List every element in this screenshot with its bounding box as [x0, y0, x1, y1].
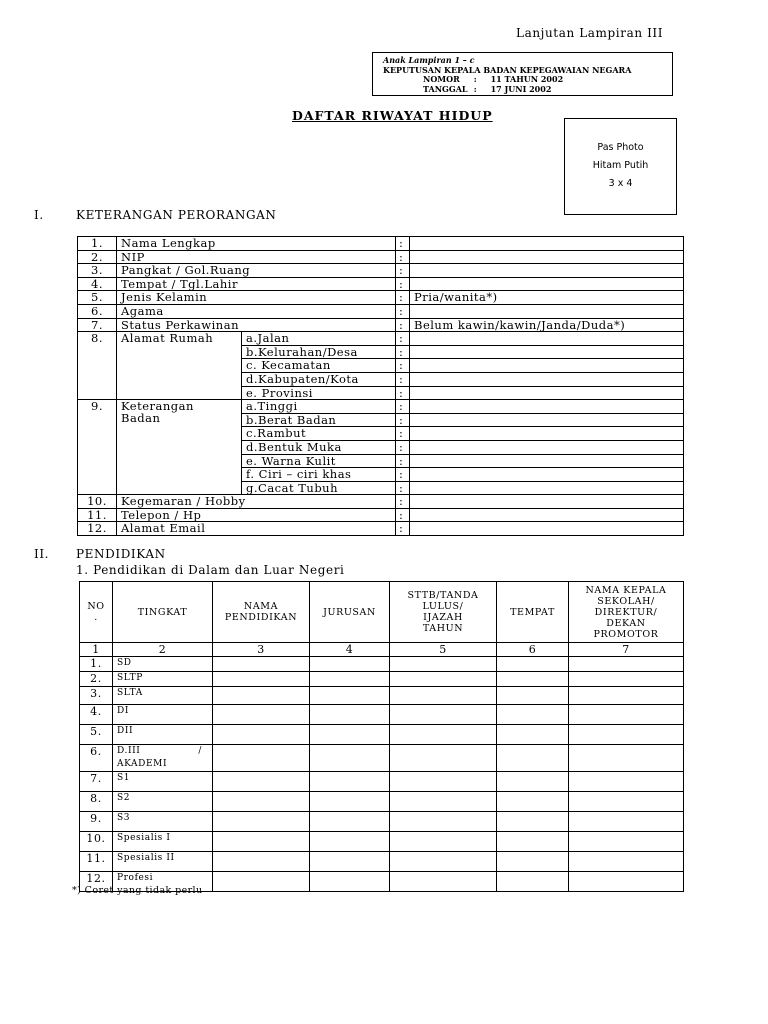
row-value[interactable]	[410, 359, 684, 373]
cell-tempat[interactable]	[497, 705, 569, 725]
anak-lampiran-box	[372, 52, 673, 96]
header-kepala-line-2: SEKOLAH/	[597, 595, 655, 607]
cell-kepala[interactable]	[569, 672, 684, 687]
row-label: NIP	[117, 250, 396, 264]
header-jurusan: JURUSAN	[310, 582, 390, 643]
table-row	[80, 852, 684, 872]
row-value[interactable]	[410, 400, 684, 414]
row-colon: :	[396, 291, 410, 305]
cell-jurusan[interactable]	[310, 772, 390, 792]
header-sttb-line-4: TAHUN	[422, 623, 464, 634]
row-tingkat: DII	[113, 725, 213, 745]
cell-tempat[interactable]	[497, 745, 569, 772]
sub-label: f. Ciri – ciri khas	[242, 468, 396, 482]
row-colon: :	[396, 318, 410, 332]
cell-tempat[interactable]	[497, 725, 569, 745]
row-label: Tempat / Tgl.Lahir	[117, 277, 396, 291]
header-kepala-line-1: NAMA KEPALA	[585, 584, 667, 596]
table-row	[78, 237, 684, 251]
row-label-line-1: Keterangan	[121, 399, 194, 414]
cell-jurusan[interactable]	[310, 812, 390, 832]
row-value[interactable]: Belum kawin/kawin/Janda/Duda*)	[410, 318, 684, 332]
table-row	[78, 332, 684, 346]
cell-jurusan[interactable]	[310, 792, 390, 812]
cell-kepala[interactable]	[569, 812, 684, 832]
column-number: 1	[80, 643, 113, 657]
row-colon: :	[396, 522, 410, 536]
row-number: 7.	[80, 772, 113, 792]
header-no-text: NO	[87, 601, 105, 612]
cell-nama[interactable]	[213, 687, 310, 705]
cell-sttb[interactable]	[390, 812, 497, 832]
photo-line-3: 3 x 4	[608, 178, 633, 189]
photo-line-2: Hitam Putih	[592, 160, 649, 171]
cell-jurusan[interactable]	[310, 745, 390, 772]
cell-kepala[interactable]	[569, 657, 684, 672]
table-row	[78, 264, 684, 278]
cell-kepala[interactable]	[569, 792, 684, 812]
row-colon: :	[396, 454, 410, 468]
table-row	[78, 522, 684, 536]
sub-label: e. Warna Kulit	[242, 454, 396, 468]
table-row	[78, 400, 684, 414]
row-number: 8.	[80, 792, 113, 812]
row-tingkat-text: D.III	[117, 746, 141, 756]
row-tingkat: S2	[113, 792, 213, 812]
row-value[interactable]	[410, 440, 684, 454]
cell-jurusan[interactable]	[310, 872, 390, 892]
row-colon: :	[396, 237, 410, 251]
row-number: 5.	[78, 291, 117, 305]
row-number: 1.	[80, 657, 113, 672]
cell-jurusan[interactable]	[310, 832, 390, 852]
sub-label: d.Bentuk Muka	[242, 440, 396, 454]
table-row	[80, 812, 684, 832]
cell-nama[interactable]	[213, 745, 310, 772]
column-number: 3	[213, 643, 310, 657]
nomor-label: NOMOR	[423, 74, 460, 84]
lanjutan-lampiran: Lanjutan Lampiran III	[516, 26, 664, 40]
row-label	[117, 400, 242, 495]
row-value[interactable]	[410, 481, 684, 495]
nomor-colon: :	[473, 74, 477, 84]
cell-sttb[interactable]	[390, 872, 497, 892]
cell-sttb[interactable]	[390, 792, 497, 812]
cell-sttb[interactable]	[390, 687, 497, 705]
cell-sttb[interactable]	[390, 745, 497, 772]
section-1-heading	[34, 208, 277, 222]
row-number: 4.	[78, 277, 117, 291]
row-label: Jenis Kelamin	[117, 291, 396, 305]
cell-nama[interactable]	[213, 657, 310, 672]
section-1-number: I.	[34, 208, 44, 222]
row-colon: :	[396, 264, 410, 278]
row-number: 2.	[78, 250, 117, 264]
cell-nama[interactable]	[213, 812, 310, 832]
row-number: 10.	[80, 832, 113, 852]
row-colon: :	[396, 304, 410, 318]
footnote: *) Coret yang tidak perlu	[72, 885, 203, 896]
table-row	[80, 725, 684, 745]
cell-kepala[interactable]	[569, 705, 684, 725]
row-label: Agama	[117, 304, 396, 318]
cell-kepala[interactable]	[569, 772, 684, 792]
cell-nama[interactable]	[213, 772, 310, 792]
row-tingkat	[113, 745, 213, 772]
row-tingkat: SLTA	[113, 687, 213, 705]
row-colon: :	[396, 440, 410, 454]
header-tempat: TEMPAT	[497, 582, 569, 643]
cell-tempat[interactable]	[497, 657, 569, 672]
cell-kepala[interactable]	[569, 687, 684, 705]
cell-nama[interactable]	[213, 672, 310, 687]
sub-label: a.Tinggi	[242, 400, 396, 414]
header-sttb-line-3: IJAZAH	[423, 612, 463, 623]
row-label: Status Perkawinan	[117, 318, 396, 332]
cell-sttb[interactable]	[390, 672, 497, 687]
cell-tempat[interactable]	[497, 687, 569, 705]
row-label: Pangkat / Gol.Ruang	[117, 264, 396, 278]
cell-sttb[interactable]	[390, 772, 497, 792]
row-value[interactable]	[410, 386, 684, 400]
cell-jurusan[interactable]	[310, 852, 390, 872]
header-kepala-line-3: DIREKTUR/	[594, 606, 658, 618]
row-value[interactable]: Pria/wanita*)	[410, 291, 684, 305]
row-tingkat: S1	[113, 772, 213, 792]
row-number: 4.	[80, 705, 113, 725]
document-title: DAFTAR RIWAYAT HIDUP	[292, 108, 493, 123]
anak-lampiran-title: Anak Lampiran 1 – c	[383, 55, 475, 65]
row-number: 5.	[80, 725, 113, 745]
cell-jurusan[interactable]	[310, 657, 390, 672]
section-1-title: KETERANGAN PERORANGAN	[76, 208, 277, 222]
header-sttb-line-1: STTB/TANDA	[407, 590, 479, 601]
cell-nama[interactable]	[213, 832, 310, 852]
column-number: 4	[310, 643, 390, 657]
header-tingkat: TINGKAT	[113, 582, 213, 643]
row-tingkat: S3	[113, 812, 213, 832]
row-tingkat-line-2: AKADEMI	[117, 759, 168, 769]
row-colon: :	[396, 250, 410, 264]
row-number: 11.	[80, 852, 113, 872]
personal-info-table	[77, 236, 684, 536]
row-label: Alamat Rumah	[117, 332, 242, 400]
header-kepala-line-4: DEKAN	[606, 617, 646, 629]
column-number-row	[80, 643, 684, 657]
section-2-heading	[34, 547, 166, 561]
cell-nama[interactable]	[213, 872, 310, 892]
cell-tempat[interactable]	[497, 852, 569, 872]
section-2-number: II.	[34, 547, 50, 561]
sub-label: g.Cacat Tubuh	[242, 481, 396, 495]
sub-label: a.Jalan	[242, 332, 396, 346]
row-value[interactable]	[410, 304, 684, 318]
row-colon: :	[396, 481, 410, 495]
row-number: 9.	[80, 812, 113, 832]
row-number: 6.	[80, 745, 113, 772]
row-label: Telepon / Hp	[117, 508, 396, 522]
cell-nama[interactable]	[213, 725, 310, 745]
row-label: Kegemaran / Hobby	[117, 495, 396, 509]
row-value[interactable]	[410, 345, 684, 359]
row-number: 9.	[78, 400, 117, 495]
row-value[interactable]	[410, 372, 684, 386]
tanggal-colon: :	[473, 83, 477, 94]
table-row	[80, 705, 684, 725]
row-colon: :	[396, 386, 410, 400]
education-table	[79, 581, 684, 892]
column-number: 6	[497, 643, 569, 657]
sub-label: d.Kabupaten/Kota	[242, 372, 396, 386]
cell-tempat[interactable]	[497, 812, 569, 832]
table-row	[78, 277, 684, 291]
row-number: 1.	[78, 237, 117, 251]
cell-jurusan[interactable]	[310, 705, 390, 725]
header-sttb-line-2: LULUS/	[422, 601, 464, 612]
row-label-line-2: Badan	[121, 411, 161, 426]
cell-kepala[interactable]	[569, 832, 684, 852]
header-kepala-line-5: PROMOTOR	[593, 628, 659, 640]
row-value[interactable]	[410, 264, 684, 278]
cell-sttb[interactable]	[390, 832, 497, 852]
row-number: 10.	[78, 495, 117, 509]
cell-kepala[interactable]	[569, 745, 684, 772]
row-number: 12.	[78, 522, 117, 536]
row-value[interactable]	[410, 508, 684, 522]
cell-sttb[interactable]	[390, 657, 497, 672]
cell-kepala[interactable]	[569, 872, 684, 892]
table-row	[80, 687, 684, 705]
row-tingkat: Spesialis I	[113, 832, 213, 852]
sub-label: b.Berat Badan	[242, 413, 396, 427]
cell-tempat[interactable]	[497, 772, 569, 792]
table-row	[78, 508, 684, 522]
section-2-title: PENDIDIKAN	[76, 547, 166, 561]
row-number: 11.	[78, 508, 117, 522]
header-nama-line-2: PENDIDIKAN	[224, 612, 298, 623]
section-2-subheading: 1. Pendidikan di Dalam dan Luar Negeri	[76, 563, 345, 577]
row-value[interactable]	[410, 522, 684, 536]
cell-kepala[interactable]	[569, 852, 684, 872]
row-colon: :	[396, 508, 410, 522]
header-kepala	[569, 582, 684, 643]
table-row	[78, 250, 684, 264]
table-row	[80, 772, 684, 792]
cell-kepala[interactable]	[569, 725, 684, 745]
row-colon: :	[396, 413, 410, 427]
column-number: 2	[113, 643, 213, 657]
nomor-value: 11 TAHUN 2002	[490, 74, 564, 84]
row-value[interactable]	[410, 332, 684, 346]
table-row	[80, 792, 684, 812]
header-nama-line-1: NAMA	[243, 601, 279, 612]
row-value[interactable]	[410, 250, 684, 264]
row-value[interactable]	[410, 495, 684, 509]
cell-jurusan[interactable]	[310, 725, 390, 745]
header-no-dot: .	[94, 612, 98, 623]
row-tingkat-line-1	[117, 745, 212, 758]
row-number: 8.	[78, 332, 117, 400]
row-colon: :	[396, 359, 410, 373]
cell-nama[interactable]	[213, 705, 310, 725]
cell-sttb[interactable]	[390, 705, 497, 725]
column-number: 7	[569, 643, 684, 657]
row-number: 12.	[80, 872, 113, 892]
row-colon: :	[396, 495, 410, 509]
tanggal-value: 17 JUNI 2002	[490, 83, 552, 94]
table-row	[80, 672, 684, 687]
cell-nama[interactable]	[213, 852, 310, 872]
sub-label: c. Kecamatan	[242, 359, 396, 373]
header-no	[80, 582, 113, 643]
row-value[interactable]	[410, 237, 684, 251]
table-row	[80, 832, 684, 852]
table-row	[78, 291, 684, 305]
cell-jurusan[interactable]	[310, 687, 390, 705]
table-row	[78, 495, 684, 509]
tanggal-label: TANGGAL	[423, 83, 468, 94]
row-label: Alamat Email	[117, 522, 396, 536]
row-tingkat-slash: /	[198, 746, 202, 756]
sub-label: c.Rambut	[242, 427, 396, 441]
table-row	[80, 745, 684, 772]
photo-line-1: Pas Photo	[597, 142, 644, 153]
row-colon: :	[396, 400, 410, 414]
header-sttb	[390, 582, 497, 643]
cell-jurusan[interactable]	[310, 672, 390, 687]
cell-sttb[interactable]	[390, 725, 497, 745]
row-colon: :	[396, 372, 410, 386]
row-number: 2.	[80, 672, 113, 687]
row-tingkat: DI	[113, 705, 213, 725]
row-tingkat: Spesialis II	[113, 852, 213, 872]
cell-tempat[interactable]	[497, 672, 569, 687]
row-value[interactable]	[410, 468, 684, 482]
table-row	[80, 657, 684, 672]
cell-tempat[interactable]	[497, 872, 569, 892]
row-tingkat: Profesi	[113, 872, 213, 892]
tanggal-line	[383, 85, 672, 95]
row-value[interactable]	[410, 454, 684, 468]
row-number: 6.	[78, 304, 117, 318]
row-colon: :	[396, 332, 410, 346]
row-colon: :	[396, 468, 410, 482]
row-number: 3.	[78, 264, 117, 278]
cell-tempat[interactable]	[497, 792, 569, 812]
header-nama-pendidikan	[213, 582, 310, 643]
row-number: 7.	[78, 318, 117, 332]
row-value[interactable]	[410, 427, 684, 441]
row-tingkat: SLTP	[113, 672, 213, 687]
keputusan-line: KEPUTUSAN KEPALA BADAN KEPEGAWAIAN NEGARA	[383, 64, 632, 75]
cell-tempat[interactable]	[497, 832, 569, 852]
sub-label: e. Provinsi	[242, 386, 396, 400]
row-tingkat: SD	[113, 657, 213, 672]
table-row	[78, 304, 684, 318]
sub-label: b.Kelurahan/Desa	[242, 345, 396, 359]
row-value[interactable]	[410, 277, 684, 291]
photo-placeholder	[564, 118, 677, 215]
row-value[interactable]	[410, 413, 684, 427]
row-colon: :	[396, 345, 410, 359]
row-colon: :	[396, 427, 410, 441]
row-label: Nama Lengkap	[117, 237, 396, 251]
row-colon: :	[396, 277, 410, 291]
cell-sttb[interactable]	[390, 852, 497, 872]
education-header-row	[80, 582, 684, 643]
table-row	[78, 318, 684, 332]
column-number: 5	[390, 643, 497, 657]
cell-nama[interactable]	[213, 792, 310, 812]
row-number: 3.	[80, 687, 113, 705]
